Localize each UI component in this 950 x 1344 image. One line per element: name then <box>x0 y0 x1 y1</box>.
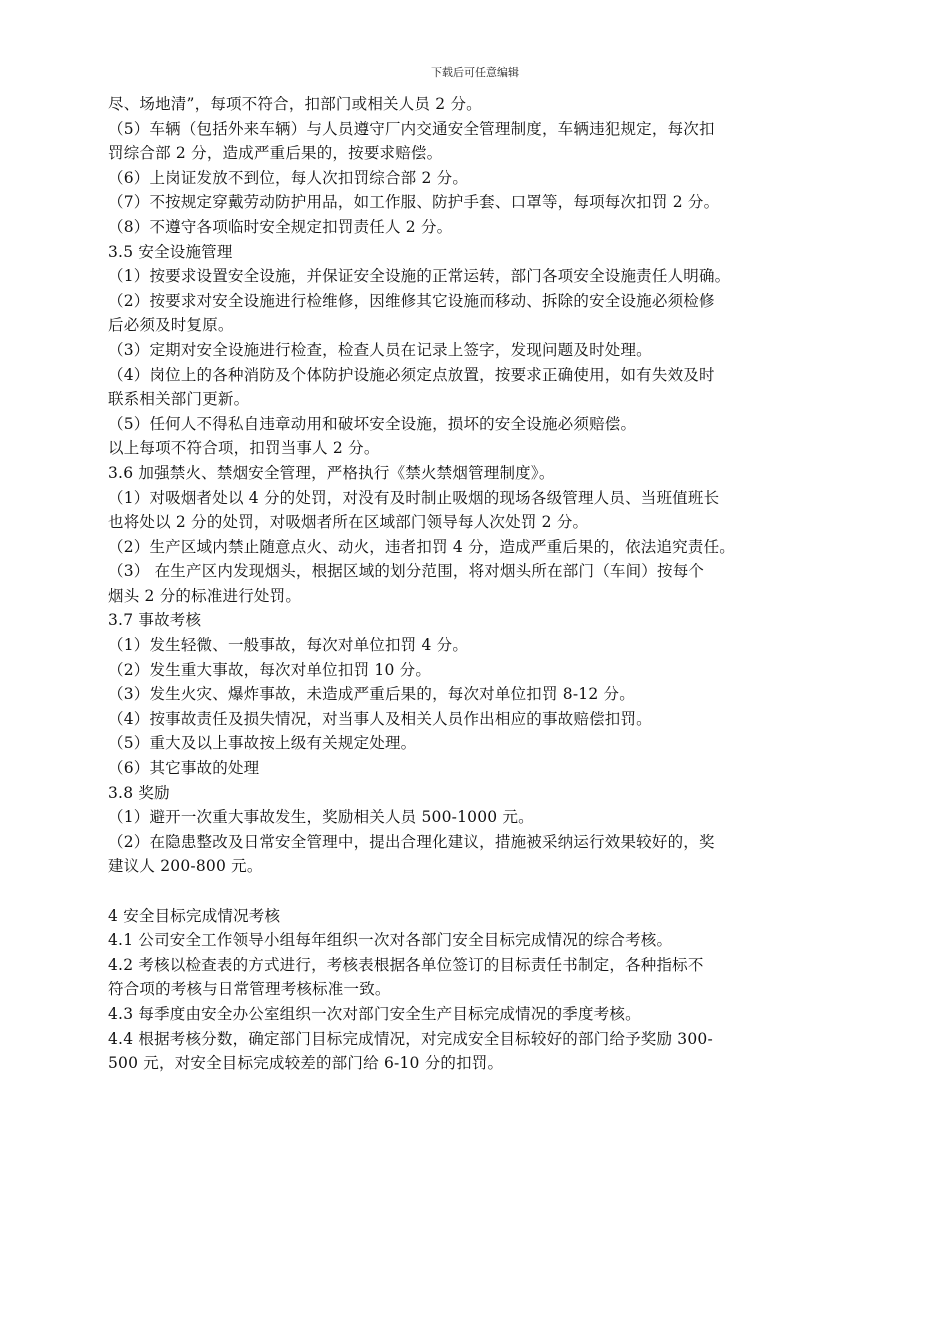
section-heading: 3.6 加强禁火、禁烟安全管理，严格执行《禁火禁烟管理制度》。 <box>108 463 555 482</box>
section-heading: 3.5 安全设施管理 <box>108 242 233 261</box>
text-line: （5）车辆（包括外来车辆）与人员遵守厂内交通安全管理制度，车辆违犯规定，每次扣 <box>108 119 715 138</box>
text-line: （5）任何人不得私自违章动用和破坏安全设施，损坏的安全设施必须赔偿。 <box>108 414 637 433</box>
text-line: （3）定期对安全设施进行检查，检查人员在记录上签字，发现问题及时处理。 <box>108 340 652 359</box>
text-line: 以上每项不符合项，扣罚当事人 2 分。 <box>108 439 380 458</box>
text-line: 4.1 公司安全工作领导小组每年组织一次对各部门安全目标完成情况的综合考核。 <box>108 931 673 950</box>
text-line: 建议人 200-800 元。 <box>108 857 263 876</box>
text-line: 烟头 2 分的标准进行处罚。 <box>108 586 302 605</box>
text-line: （3） 在生产区内发现烟头，根据区域的划分范围，将对烟头所在部门（车间）按每个 <box>108 562 705 581</box>
text-line: （7）不按规定穿戴劳动防护用品，如工作服、防护手套、口罩等，每项每次扣罚 2 分。 <box>108 193 720 212</box>
text-line: 罚综合部 2 分，造成严重后果的，按要求赔偿。 <box>108 144 443 163</box>
text-line: （2）按要求对安全设施进行检维修，因维修其它设施而移动、拆除的安全设施必须检修 <box>108 291 715 310</box>
text-line: （1）发生轻微、一般事故，每次对单位扣罚 4 分。 <box>108 636 469 655</box>
text-line: 也将处以 2 分的处罚，对吸烟者所在区域部门领导每人次处罚 2 分。 <box>108 513 589 532</box>
section-heading: 3.8 奖励 <box>108 783 170 802</box>
text-line: 4.3 每季度由安全办公室组织一次对部门安全生产目标完成情况的季度考核。 <box>108 1004 641 1023</box>
text-line: （1）避开一次重大事故发生，奖励相关人员 500-1000 元。 <box>108 808 534 827</box>
text-line: （2）发生重大事故，每次对单位扣罚 10 分。 <box>108 660 432 679</box>
text-line: （2）在隐患整改及日常安全管理中，提出合理化建议，措施被采纳运行效果较好的，奖 <box>108 832 715 851</box>
blank-line <box>108 879 858 904</box>
text-line: （6）其它事故的处理 <box>108 759 260 778</box>
text-line: （8）不遵守各项临时安全规定扣罚责任人 2 分。 <box>108 217 453 236</box>
text-line: （4）按事故责任及损失情况，对当事人及相关人员作出相应的事故赔偿扣罚。 <box>108 709 652 728</box>
text-line: 符合项的考核与日常管理考核标准一致。 <box>108 980 391 999</box>
text-line: （1）按要求设置安全设施，并保证安全设施的正常运转，部门各项安全设施责任人明确。 <box>108 267 731 286</box>
text-line: （5）重大及以上事故按上级有关规定处理。 <box>108 734 417 753</box>
document-body <box>108 92 858 1076</box>
section-heading: 4 安全目标完成情况考核 <box>108 906 281 925</box>
text-line: 4.4 根据考核分数，确定部门目标完成情况，对完成安全目标较好的部门给予奖励 300- <box>108 1029 713 1048</box>
section-heading: 3.7 事故考核 <box>108 611 202 630</box>
text-line: （1）对吸烟者处以 4 分的处罚，对没有及时制止吸烟的现场各级管理人员、当班值班长 <box>108 488 720 507</box>
text-line: 联系相关部门更新。 <box>108 390 250 409</box>
text-line: （6）上岗证发放不到位，每人次扣罚综合部 2 分。 <box>108 168 469 187</box>
page-header: 下载后可任意编辑 <box>431 66 519 79</box>
text-line: （3）发生火灾、爆炸事故，未造成严重后果的，每次对单位扣罚 8-12 分。 <box>108 685 635 704</box>
text-line: 500 元，对安全目标完成较差的部门给 6-10 分的扣罚。 <box>108 1054 504 1073</box>
text-line: 4.2 考核以检查表的方式进行，考核表根据各单位签订的目标责任书制定，各种指标不 <box>108 955 704 974</box>
text-line: 后必须及时复原。 <box>108 316 234 335</box>
text-line: （4）岗位上的各种消防及个体防护设施必须定点放置，按要求正确使用，如有失效及时 <box>108 365 715 384</box>
text-line: 尽、场地清”，每项不符合，扣部门或相关人员 2 分。 <box>108 95 482 113</box>
text-line: （2）生产区域内禁止随意点火、动火，违者扣罚 4 分，造成严重后果的，依法追究责任。 <box>108 537 735 556</box>
